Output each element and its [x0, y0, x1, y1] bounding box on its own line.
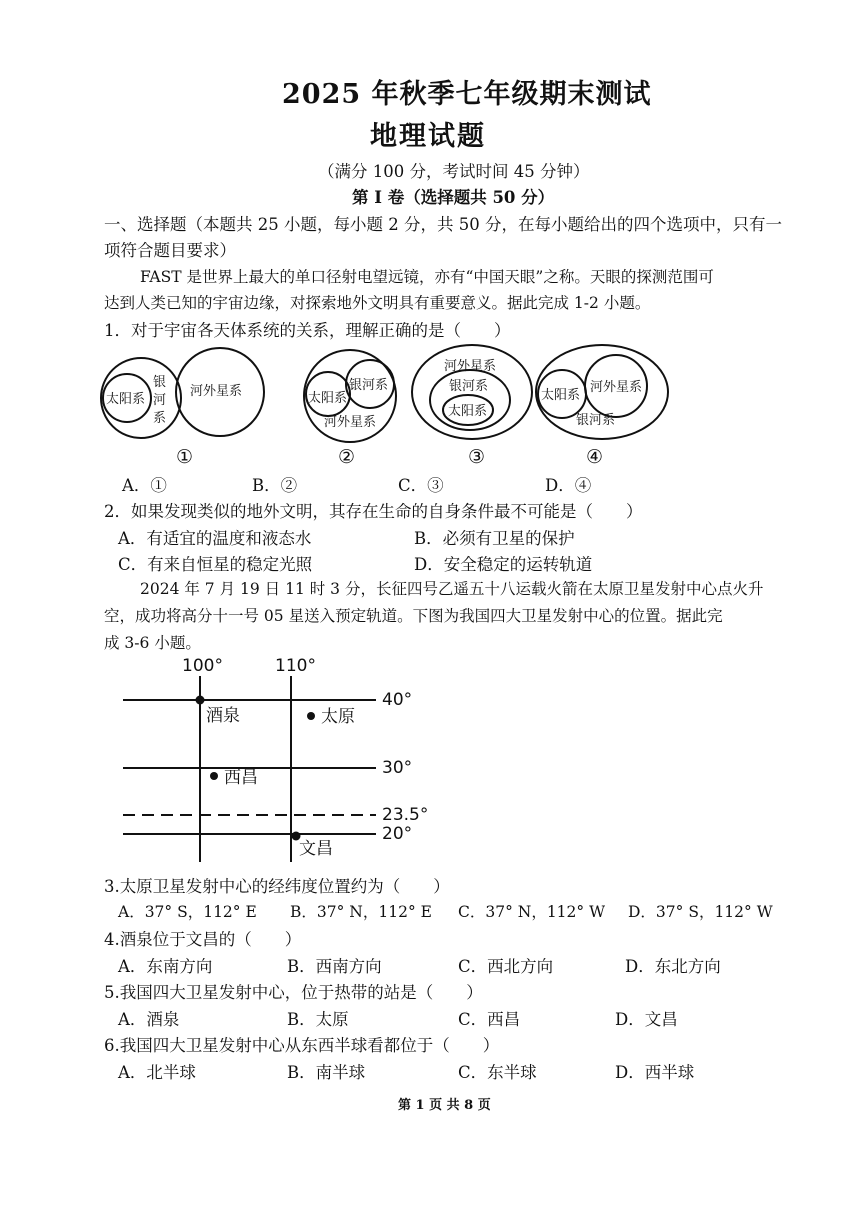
q2-option-c[interactable]: C．有来自恒星的稳定光照: [118, 555, 313, 574]
q5-option-b[interactable]: B．太原: [287, 1010, 349, 1029]
diagram-2: [304, 350, 396, 442]
q5-option-d[interactable]: D．文昌: [615, 1010, 678, 1029]
lat-label-23-5: 23.5°: [382, 805, 429, 825]
d2-galaxy-label: 银河系: [349, 378, 389, 393]
q2-option-a[interactable]: A．有适宜的温度和液态水: [118, 529, 312, 548]
q1-option-c[interactable]: C．③: [398, 476, 444, 495]
passage2-line1: 2024 年 7 月 19 日 11 时 3 分，长征四号乙遥五十八运载火箭在太原卫星发射中心点火升: [140, 580, 764, 598]
q5-option-c[interactable]: C．西昌: [458, 1010, 521, 1029]
passage1-line2: 达到人类已知的宇宙边缘，对探索地外文明具有重要意义。据此完成 1-2 小题。: [104, 294, 651, 312]
q2-option-d[interactable]: D．安全稳定的运转轨道: [414, 555, 593, 574]
d1-sun-label: 太阳系: [106, 392, 146, 407]
d1-extra-label: 河外星系: [190, 384, 243, 399]
taiyuan-marker: [307, 712, 315, 720]
wenchang-label: 文昌: [299, 839, 333, 859]
d3-extra-label: 河外星系: [444, 359, 497, 374]
passage2-line3: 成 3-6 小题。: [104, 634, 201, 652]
q3-stem: 3.太原卫星发射中心的经纬度位置约为（ ）: [104, 877, 450, 896]
q3-option-c[interactable]: C．37° N，112° W: [458, 903, 606, 921]
d1-galaxy-label-a: 银: [153, 375, 167, 390]
q6-option-b[interactable]: B．南半球: [287, 1063, 366, 1082]
launch-centers-map: [118, 652, 448, 864]
exam-info: （满分 100 分，考试时间 45 分钟）: [318, 162, 590, 181]
d4-extra-label: 河外星系: [590, 380, 643, 395]
passage1-line1: FAST 是世界上最大的单口径射电望远镜，亦有“中国天眼”之称。天眼的探测范围可: [140, 268, 714, 286]
diagram-number-4: ④: [586, 446, 604, 468]
xichang-marker: [210, 772, 218, 780]
q1-stem: 1．对于宇宙各天体系统的关系，理解正确的是（ ）: [104, 321, 511, 340]
exam-title: 2025 年秋季七年级期末测试: [282, 79, 652, 110]
q3-option-d[interactable]: D．37° S，112° W: [628, 903, 773, 921]
section-heading-line1: 一、选择题（本题共 25 小题，每小题 2 分，共 50 分，在每小题给出的四个选项中，只有一: [104, 215, 782, 234]
q4-option-d[interactable]: D．东北方向: [625, 957, 721, 976]
celestial-systems-diagrams: [98, 342, 788, 472]
passage2-line2: 空，成功将高分十一号 05 星送入预定轨道。下图为我国四大卫星发射中心的位置。据此完: [104, 607, 723, 625]
subject-title: 地理试题: [370, 121, 486, 152]
q4-option-a[interactable]: A．东南方向: [118, 957, 213, 976]
diagram-number-1: ①: [176, 446, 194, 468]
diagram-3: [412, 345, 532, 439]
diagram-4: [536, 345, 668, 439]
d3-galaxy-label: 银河系: [449, 379, 489, 394]
diagram-number-3: ③: [468, 446, 486, 468]
q4-option-b[interactable]: B．西南方向: [287, 957, 382, 976]
q2-stem: 2．如果发现类似的地外文明，其存在生命的自身条件最不可能是（ ）: [104, 502, 643, 521]
xichang-label: 西昌: [224, 768, 258, 788]
jiuquan-marker: [196, 696, 205, 705]
q5-stem: 5.我国四大卫星发射中心，位于热带的站是（ ）: [104, 983, 483, 1002]
lat-label-30: 30°: [382, 758, 413, 778]
q3-option-a[interactable]: A．37° S，112° E: [118, 903, 257, 921]
q6-option-a[interactable]: A．北半球: [118, 1063, 196, 1082]
taiyuan-label: 太原: [321, 707, 355, 727]
q1-option-a[interactable]: A．①: [122, 476, 167, 495]
q4-option-c[interactable]: C．西北方向: [458, 957, 554, 976]
d1-galaxy-label-c: 系: [153, 411, 167, 426]
lat-label-20: 20°: [382, 824, 413, 844]
jiuquan-label: 酒泉: [206, 706, 240, 726]
q1-option-b[interactable]: B．②: [252, 476, 298, 495]
q6-option-d[interactable]: D．西半球: [615, 1063, 695, 1082]
d3-sun-label: 太阳系: [448, 404, 488, 419]
d2-extra-label: 河外星系: [324, 415, 377, 430]
q3-option-b[interactable]: B．37° N，112° E: [290, 903, 432, 921]
q6-stem: 6.我国四大卫星发射中心从东西半球看都位于（ ）: [104, 1036, 500, 1055]
q1-option-d[interactable]: D．④: [545, 476, 592, 495]
q4-stem: 4.酒泉位于文昌的（ ）: [104, 930, 302, 949]
lon-label-100: 100°: [182, 656, 223, 676]
q5-option-a[interactable]: A．酒泉: [118, 1010, 180, 1029]
q2-option-b[interactable]: B．必须有卫星的保护: [414, 529, 575, 548]
section-heading-line2: 项符合题目要求）: [104, 241, 236, 260]
d2-sun-label: 太阳系: [308, 391, 348, 406]
volume-heading: 第 I 卷（选择题共 50 分）: [352, 188, 555, 207]
diagram-1: [101, 348, 264, 438]
lon-label-110: 110°: [275, 656, 316, 676]
lat-label-40: 40°: [382, 690, 413, 710]
d4-sun-label: 太阳系: [541, 388, 581, 403]
d1-galaxy-label-b: 河: [153, 393, 167, 408]
d4-galaxy-label: 银河系: [576, 413, 616, 428]
diagram-number-2: ②: [338, 446, 356, 468]
page-footer: 第 1 页 共 8 页: [398, 1098, 491, 1113]
q6-option-c[interactable]: C．东半球: [458, 1063, 537, 1082]
